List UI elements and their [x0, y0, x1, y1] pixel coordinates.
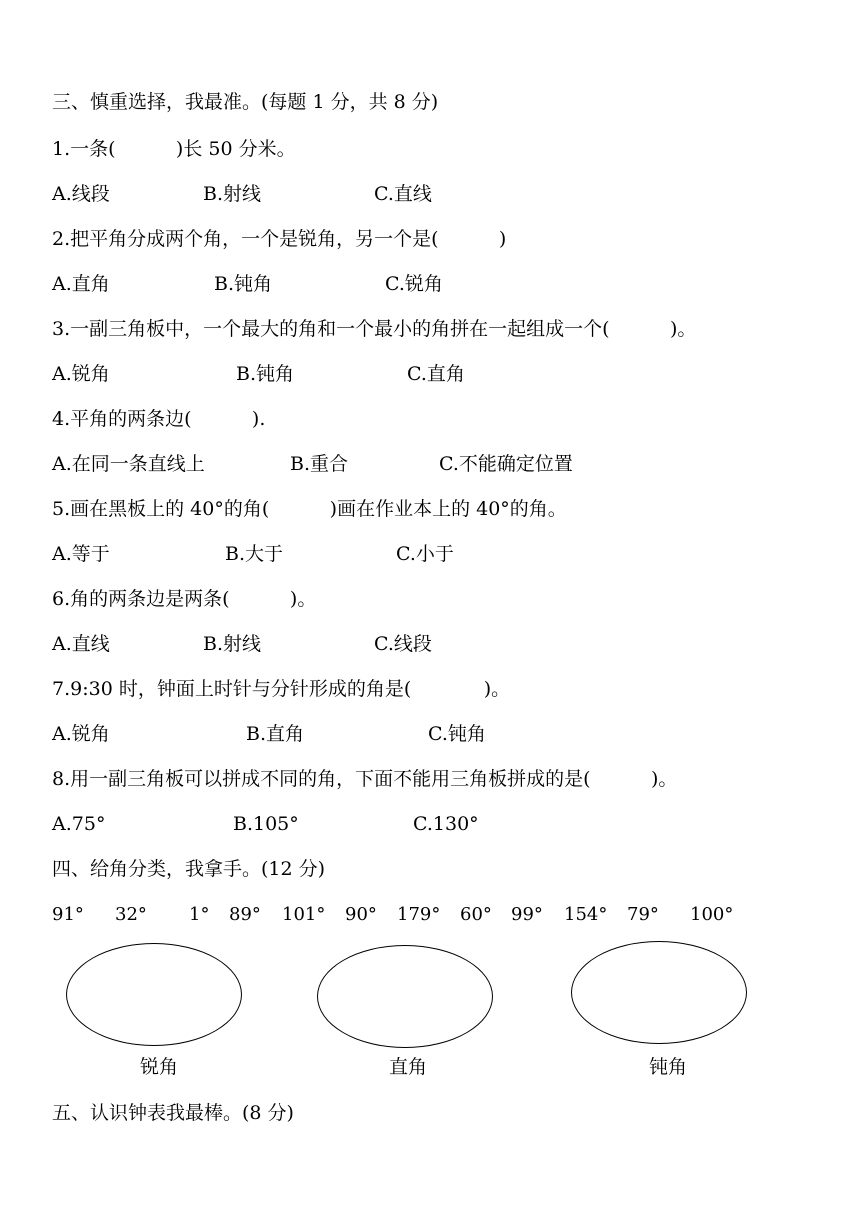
q7-option-b: B.直角	[246, 723, 305, 745]
question-6: 6.角的两条边是两条( )。	[52, 588, 317, 610]
acute-angle-label: 锐角	[140, 1056, 179, 1078]
angle-value: 89°	[229, 904, 261, 925]
q8-option-c: C.130°	[413, 813, 479, 835]
q4-option-c: C.不能确定位置	[439, 453, 573, 475]
q7-option-a: A.锐角	[52, 723, 110, 745]
right-angle-label: 直角	[389, 1056, 428, 1078]
acute-angle-oval[interactable]	[66, 943, 242, 1046]
q1-option-b: B.射线	[203, 183, 262, 205]
obtuse-angle-oval[interactable]	[571, 941, 747, 1044]
q5-option-c: C.小于	[396, 543, 454, 565]
q4-option-b: B.重合	[290, 453, 349, 475]
question-5: 5.画在黑板上的 40°的角( )画在作业本上的 40°的角。	[52, 498, 567, 520]
angle-value: 60°	[460, 904, 492, 925]
angle-value: 100°	[690, 904, 734, 925]
angle-value: 99°	[511, 904, 543, 925]
q2-option-c: C.锐角	[385, 273, 443, 295]
angle-value: 154°	[564, 904, 608, 925]
q1-option-c: C.直线	[374, 183, 432, 205]
angle-value: 101°	[282, 904, 326, 925]
q1-option-a: A.线段	[52, 183, 110, 205]
question-3: 3.一副三角板中，一个最大的角和一个最小的角拼在一起组成一个( )。	[52, 318, 697, 340]
q6-option-a: A.直线	[52, 633, 110, 655]
right-angle-oval[interactable]	[317, 945, 493, 1048]
q5-option-b: B.大于	[225, 543, 284, 565]
angle-value: 179°	[397, 904, 441, 925]
angle-value: 32°	[115, 904, 147, 925]
q5-option-a: A.等于	[52, 543, 110, 565]
question-4: 4.平角的两条边( ).	[52, 408, 266, 430]
section3-heading: 三、慎重选择，我最准。(每题 1 分，共 8 分)	[52, 91, 439, 113]
obtuse-angle-label: 钝角	[649, 1056, 688, 1078]
angle-value: 1°	[189, 904, 210, 925]
q2-option-b: B.钝角	[214, 273, 273, 295]
q7-option-c: C.钝角	[428, 723, 486, 745]
q2-option-a: A.直角	[52, 273, 110, 295]
question-8: 8.用一副三角板可以拼成不同的角，下面不能用三角板拼成的是( )。	[52, 768, 678, 790]
angle-value: 91°	[52, 904, 84, 925]
question-7: 7.9:30 时，钟面上时针与分针形成的角是( )。	[52, 678, 511, 700]
q8-option-a: A.75°	[52, 813, 106, 835]
q6-option-b: B.射线	[203, 633, 262, 655]
q4-option-a: A.在同一条直线上	[52, 453, 205, 475]
q8-option-b: B.105°	[233, 813, 299, 835]
section5-heading: 五、认识钟表我最棒。(8 分)	[52, 1102, 294, 1124]
q6-option-c: C.线段	[374, 633, 432, 655]
angle-value: 90°	[345, 904, 377, 925]
q3-option-b: B.钝角	[236, 363, 295, 385]
q3-option-c: C.直角	[407, 363, 465, 385]
q3-option-a: A.锐角	[52, 363, 110, 385]
question-2: 2.把平角分成两个角，一个是锐角，另一个是( )	[52, 228, 507, 250]
section4-heading: 四、给角分类，我拿手。(12 分)	[52, 858, 326, 880]
question-1: 1.一条( )长 50 分米。	[52, 138, 296, 160]
angle-value: 79°	[627, 904, 659, 925]
